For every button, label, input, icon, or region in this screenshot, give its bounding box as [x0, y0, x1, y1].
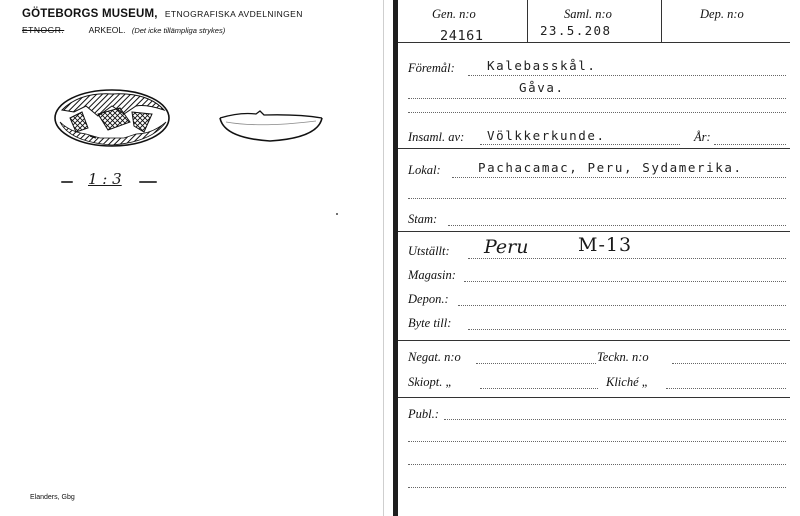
skiopt-line — [480, 388, 598, 389]
section-separator — [398, 231, 790, 232]
skiopt-label: Skiopt. „ — [408, 375, 453, 389]
foremal-line-2 — [408, 98, 786, 99]
insaml-value: Völkkerkunde. — [487, 128, 606, 143]
object-drawings — [40, 88, 340, 163]
utstallt-label: Utställt: — [408, 244, 450, 258]
saml-no-value: 23.5.208 — [540, 23, 612, 38]
negat-line — [476, 363, 596, 364]
bowl-sketch — [40, 88, 340, 158]
lokal-value: Pachacamac, Peru, Sydamerika. — [478, 160, 743, 175]
negat-label: Negat. n:o — [408, 350, 461, 364]
foremal-line — [468, 75, 786, 76]
depon-line — [458, 305, 786, 306]
header-column-divider — [661, 0, 662, 42]
cliche-label: Kliché „ — [606, 375, 649, 389]
teckn-label: Teckn. n:o — [597, 350, 649, 364]
publ-line — [444, 419, 786, 420]
cliche-line — [666, 388, 786, 389]
section-separator — [398, 340, 790, 341]
magasin-line — [464, 281, 786, 282]
utstallt-value-case: M-13 — [578, 234, 633, 256]
bowl-interior-view — [55, 90, 169, 146]
gen-no-label: Gen. n:o — [432, 7, 476, 21]
scale-dash-left — [61, 181, 73, 183]
section-separator — [398, 148, 790, 149]
ar-line — [714, 144, 786, 145]
foremal-label: Föremål: — [408, 61, 455, 75]
lokal-label: Lokal: — [408, 163, 441, 177]
magasin-label: Magasin: — [408, 268, 456, 282]
fold-shadow — [383, 0, 384, 516]
teckn-line — [672, 363, 786, 364]
arkeol-label: ARKEOL. — [88, 25, 126, 35]
museum-header — [22, 8, 303, 20]
strike-note: (Det icke tillämpliga strykes) — [131, 26, 226, 35]
ar-label: År: — [694, 130, 711, 144]
utstallt-line — [468, 258, 786, 259]
card-border — [393, 0, 398, 516]
foremal-value-2: Gåva. — [519, 80, 565, 95]
header-column-divider — [527, 0, 528, 42]
department-subline — [22, 25, 225, 35]
insaml-line — [480, 144, 680, 145]
section-separator — [398, 397, 790, 398]
dep-no-label: Dep. n:o — [700, 7, 744, 21]
department-name: ETNOGRAFISKA AVDELNINGEN — [164, 9, 303, 19]
depon-label: Depon.: — [408, 292, 449, 306]
lokal-line — [452, 177, 786, 178]
bowl-profile-view — [220, 111, 322, 141]
publ-label: Publ.: — [408, 407, 439, 421]
stam-line — [448, 225, 786, 226]
scale-dash-right — [139, 181, 157, 183]
museum-name: GÖTEBORGS MUSEUM, — [22, 8, 158, 20]
byte-label: Byte till: — [408, 316, 452, 330]
saml-no-label: Saml. n:o — [564, 7, 612, 21]
gen-no-value: 24161 — [440, 28, 484, 44]
stam-label: Stam: — [408, 212, 438, 226]
publ-line-3 — [408, 464, 786, 465]
struck-department: ETNOGR. — [22, 25, 65, 35]
paper-speck — [336, 213, 338, 215]
publ-line-2 — [408, 441, 786, 442]
foremal-value: Kalebasskål. — [487, 58, 597, 73]
lokal-line-2 — [408, 198, 786, 199]
byte-line — [468, 329, 786, 330]
scale-note: 1 : 3 — [88, 170, 122, 188]
foremal-line-3 — [408, 112, 786, 113]
printer-imprint: Elanders, Gbg — [30, 494, 75, 501]
publ-line-4 — [408, 487, 786, 488]
utstallt-value-place: Peru — [484, 236, 529, 258]
insaml-label: Insaml. av: — [408, 130, 465, 144]
